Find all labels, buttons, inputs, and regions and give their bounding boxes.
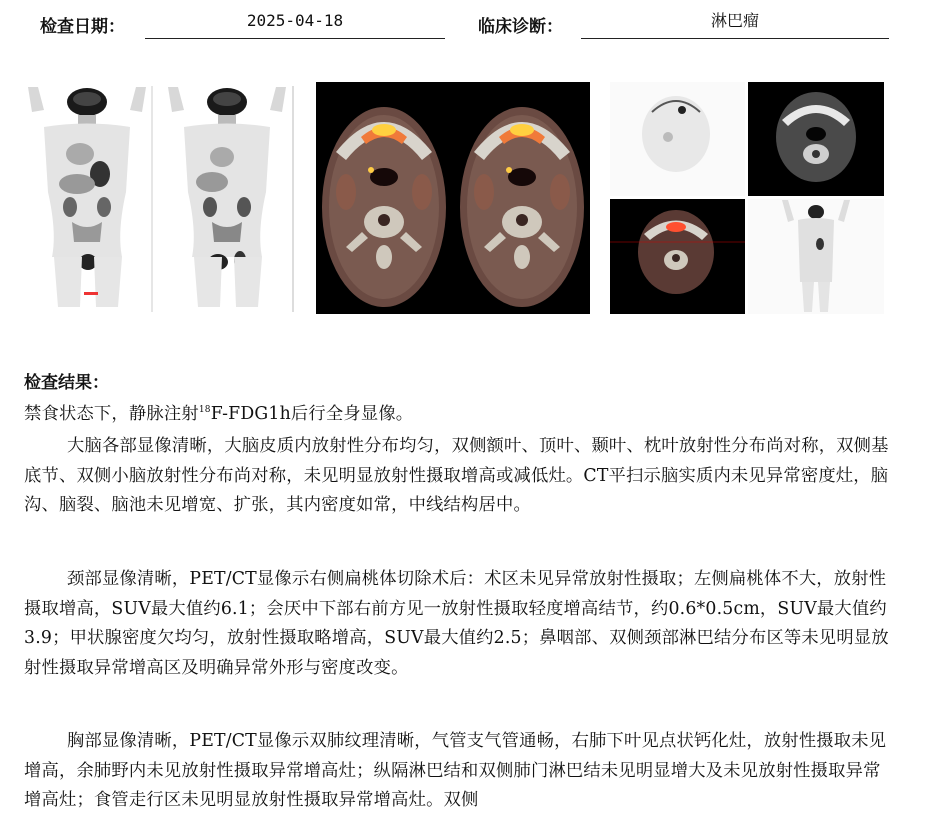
neck-findings-text: 颈部显像清晰，PET/CT显像示右侧扁桃体切除术后：术区未见异常放射性摄取；左侧扁桃体不大，放射性摄取增高，SUV最大值约6.1；会厌中下部右前方见一放射性摄取轻度增高结节，约0.6*0.5cm，SUV最大值约3.9；甲状腺密度欠均匀，放射性摄取略增高，SUV最大值约2.5；鼻咽部、双侧颈部淋巴结分布区等未见明显放射性摄取异常增高区及明确异常外形与密度改变。 <box>24 569 889 678</box>
brain-findings-text: 大脑各部显像清晰，大脑皮质内放射性分布均匀，双侧额叶、顶叶、颞叶、枕叶放射性分布尚对称，双侧基底节、双侧小脑放射性分布尚对称，未见明显放射性摄取增高或减低灶。CT平扫示脑实质内未见异常密度灶，脑沟、脑裂、脑池未见增宽、扩张，其内密度如常，中线结构居中。 <box>24 436 889 515</box>
pet-mip-image <box>22 82 296 314</box>
pet-ct-axial-image <box>316 82 590 314</box>
exam-date-label: 检查日期： <box>40 17 125 37</box>
pet-ct-quad-view-image <box>610 82 884 314</box>
diagnosis-value: 淋巴瘤 <box>581 8 889 39</box>
chest-findings-paragraph <box>24 727 890 816</box>
intro-isotope-superscript: 18 <box>198 405 211 415</box>
results-intro <box>24 396 890 429</box>
results-title: 检查结果： <box>24 373 109 393</box>
intro-prefix: 禁食状态下，静脉注射 <box>24 403 199 424</box>
chest-findings-text: 胸部显像清晰，PET/CT显像示双肺纹理清晰，气管支气管通畅，右肺下叶见点状钙化灶，放射性摄取未见增高，余肺野内未见放射性摄取异常增高灶；纵隔淋巴结和双侧肺门淋巴结未见明显增大及未见放射性摄取异常增高灶；食管走行区未见明显放射性摄取异常增高灶。双侧 <box>24 731 887 810</box>
exam-date-value: 2025-04-18 <box>145 8 445 39</box>
diagnosis-label: 临床诊断： <box>478 17 563 37</box>
neck-findings-paragraph <box>24 565 890 683</box>
brain-findings-paragraph <box>24 432 890 521</box>
intro-suffix: F-FDG1h后行全身显像。 <box>210 403 414 424</box>
